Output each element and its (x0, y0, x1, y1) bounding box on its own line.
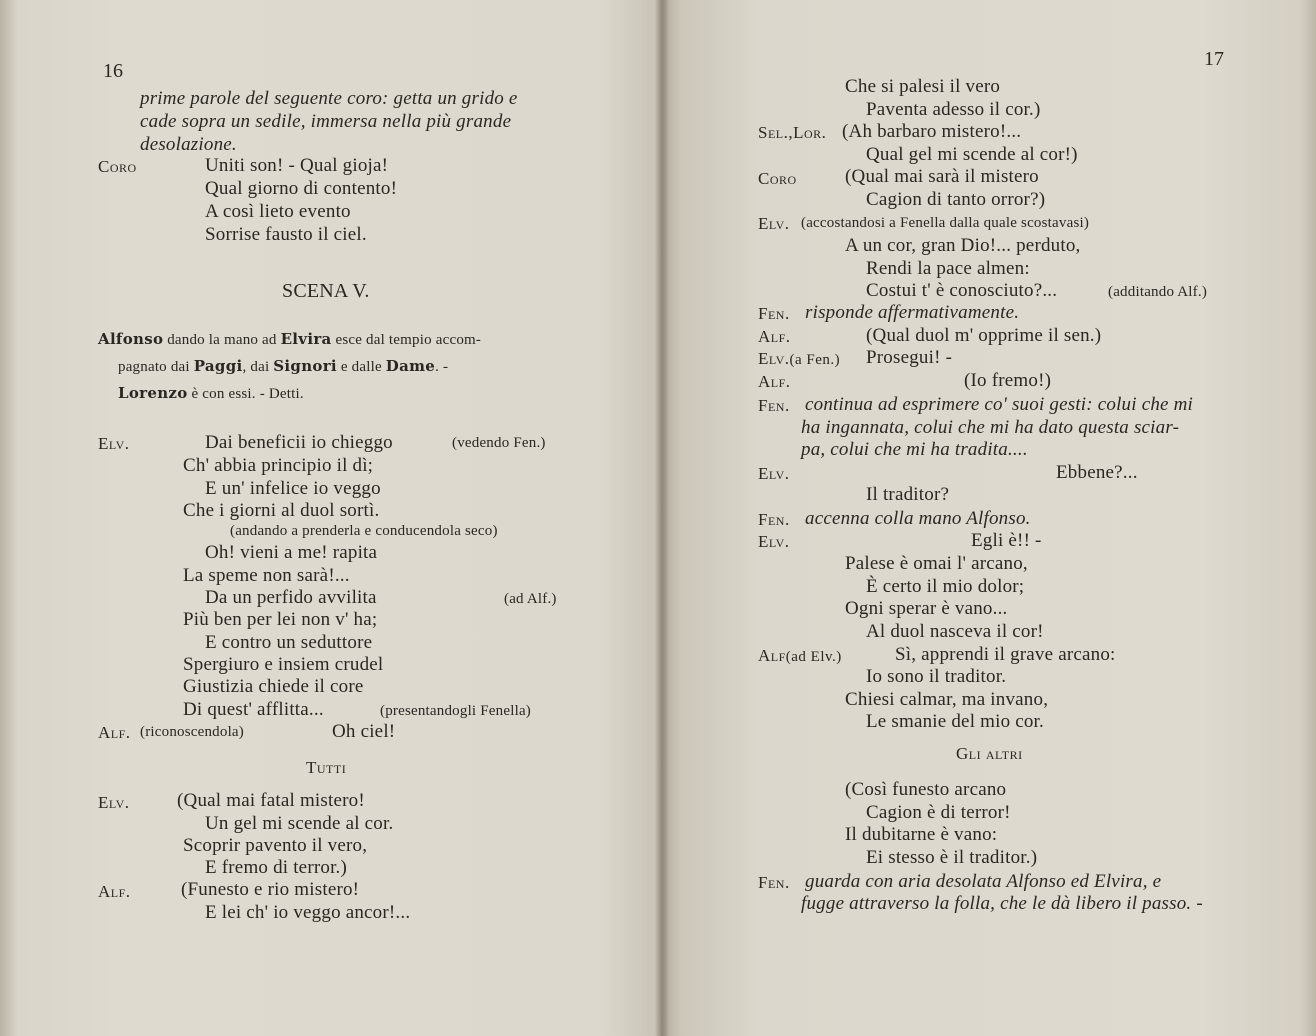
speaker-coro-r: Coro (758, 169, 797, 188)
coro-line-4: Sorrise fausto il ciel. (205, 224, 367, 245)
elv2-line-3: Scoprir pavento il vero, (183, 835, 368, 856)
intro-line-1: prime parole del seguente coro: getta un grido e (140, 88, 518, 109)
elv-line-1: Dai beneficii io chieggo (205, 432, 393, 453)
elv-r2-speaker-label: Elv. (758, 349, 790, 368)
alf3-line-3: Chiesi calmar, ma invano, (845, 689, 1049, 710)
elv-dir-3: (ad Alf.) (504, 591, 557, 607)
elv4-line-4: Al duol nasceva il cor! (866, 621, 1044, 642)
scene-desc-t6: . - (435, 359, 449, 375)
alf1-text: (Qual duol m' opprime il sen.) (866, 325, 1102, 346)
elv-r-dir-1: (accostandosi a Fenella dalla quale scostavasi) (801, 215, 1090, 231)
speaker-coro: Coro (98, 157, 137, 176)
elv-r2-dir: (a Fen.) (789, 352, 841, 368)
alf-r3-dir: (ad Elv.) (785, 649, 842, 665)
elv-line-8: Più ben per lei non v' ha; (183, 609, 378, 630)
scene-desc-t3: pagnato dai (118, 359, 194, 375)
open-line-2: Paventa adesso il cor.) (866, 99, 1041, 120)
fen4-line-1: guarda con aria desolata Alfonso ed Elvira, e (805, 871, 1162, 892)
elv-r-line-3: Costui t' è conosciuto?... (866, 280, 1058, 301)
open-line-1: Che si palesi il vero (845, 76, 1001, 97)
fen2-line-3: pa, colui che mi ha tradita.... (801, 439, 1028, 460)
elv-line-3: E un' infelice io veggo (205, 478, 381, 499)
gli-altri-heading: Gli altri (956, 744, 1023, 763)
sellor-line-2: Qual gel mi scende al cor!) (866, 144, 1078, 165)
speaker-elv-2: Elv. (98, 793, 130, 812)
elv4-text: Egli è!! - (971, 530, 1042, 551)
scene-desc-line-1 (98, 330, 481, 349)
scene-desc-lorenzo: Lorenzo (118, 384, 188, 402)
fen4-line-2: fugge attraverso la folla, che le dà libero il passo. - (801, 893, 1203, 914)
elv4-line-1: Palese è omai l' arcano, (845, 553, 1028, 574)
tutti-heading: Tutti (306, 758, 347, 777)
right-page (666, 0, 1316, 1036)
alf3-line-1: Sì, apprendi il grave arcano: (895, 644, 1116, 665)
speaker-alf-r1: Alf. (758, 327, 791, 346)
speaker-alf-2: Alf. (98, 882, 131, 901)
elv2-line-4: E fremo di terror.) (205, 857, 348, 878)
alf-r3-speaker-label: Alf (758, 646, 786, 665)
speaker-fen-4: Fen. (758, 873, 790, 892)
speaker-elv-r3: Elv. (758, 464, 790, 483)
scene-desc-t4: , dai (242, 359, 274, 375)
coro-r-line-2: Cagion di tanto orror?) (866, 189, 1046, 210)
elv2-line-1: (Qual mai fatal mistero! (177, 790, 365, 811)
intro-line-2: cade sopra un sedile, immersa nella più grande (140, 111, 512, 132)
alf2-line-2: E lei ch' io veggo ancor!... (205, 902, 411, 923)
scene-desc-elvira: Elvira (280, 330, 332, 348)
elv-line-12: Di quest' afflitta... (183, 699, 324, 720)
elv4-line-3: Ogni sperar è vano... (845, 598, 1008, 619)
speaker-alf-r2: Alf. (758, 372, 791, 391)
elv-line-11: Giustizia chiede il core (183, 676, 364, 697)
speaker-sel-lor: Sel.,Lor. (758, 123, 827, 142)
elv-line-5: Oh! vieni a me! rapita (205, 542, 378, 563)
coro-r-line-1: (Qual mai sarà il mistero (845, 166, 1039, 187)
speaker-fen-3: Fen. (758, 510, 790, 529)
elv-dir-4: (presentandogli Fenella) (380, 703, 531, 719)
alf3-line-4: Le smanie del mio cor. (866, 711, 1044, 732)
elv-dir-2: (andando a prenderla e conducendola seco) (230, 523, 498, 539)
speaker-alf-1: Alf. (98, 723, 131, 742)
sellor-line-1: (Ah barbaro mistero!... (842, 121, 1022, 142)
fen2-line-1: continua ad esprimere co' suoi gesti: colui che mi (805, 394, 1194, 415)
speaker-elv-1: Elv. (98, 434, 130, 453)
coro-line-1: Uniti son! - Qual gioja! (205, 155, 389, 176)
scene-desc-t5: e dalle (336, 359, 386, 375)
scene-title: SCENA V. (282, 280, 370, 302)
elv3-text: Ebbene?... (1056, 462, 1138, 483)
scene-desc-signori: Signori (273, 357, 337, 375)
altri-line-3: Il dubitarne è vano: (845, 824, 998, 845)
speaker-elv-r2 (758, 349, 840, 369)
fen1-text: risponde affermativamente. (805, 302, 1020, 323)
scene-desc-t1: dando la mano ad (163, 332, 281, 348)
fen2-line-2: ha ingannata, colui che mi ha dato questa sciar- (801, 417, 1180, 438)
scene-desc-line-2 (118, 357, 448, 376)
scene-desc-t7: è con essi. - Detti. (187, 386, 304, 402)
altri-line-1: (Così funesto arcano (845, 779, 1007, 800)
alf3-line-2: Io sono il traditor. (866, 666, 1007, 687)
elv-dir-1: (vedendo Fen.) (452, 435, 546, 451)
speaker-elv-r4: Elv. (758, 532, 790, 551)
elv3-text-2: Il traditor? (866, 484, 950, 505)
scene-desc-alfonso: Alfonso (98, 330, 164, 348)
elv-r-dir-2: (additando Alf.) (1108, 284, 1208, 300)
scene-desc-t2: esce dal tempio accom- (331, 332, 482, 348)
elv2-r-text: Prosegui! - (866, 347, 953, 368)
altri-line-2: Cagion è di terror! (866, 802, 1011, 823)
alf-dir-1: (riconoscendola) (140, 724, 244, 740)
coro-line-2: Qual giorno di contento! (205, 178, 398, 199)
speaker-elv-r1: Elv. (758, 214, 790, 233)
page-number-right: 17 (1204, 48, 1224, 70)
elv-r-line-1: A un cor, gran Dio!... perduto, (845, 235, 1081, 256)
elv-line-2: Ch' abbia principio il dì; (183, 455, 374, 476)
elv-line-9: E contro un seduttore (205, 632, 373, 653)
elv-r-line-2: Rendi la pace almen: (866, 258, 1030, 279)
elv-line-7: Da un perfido avvilita (205, 587, 377, 608)
elv4-line-2: È certo il mio dolor; (866, 576, 1025, 597)
scene-desc-paggi: Paggi (193, 357, 243, 375)
elv-line-4: Che i giorni al duol sortì. (183, 500, 380, 521)
page-number-left: 16 (103, 60, 123, 82)
scene-desc-dame: Dame (385, 357, 436, 375)
fen3-text: accenna colla mano Alfonso. (805, 508, 1031, 529)
alf2-line-1: (Funesto e rio mistero! (181, 879, 360, 900)
intro-line-3: desolazione. (140, 134, 237, 155)
alf-line-1: Oh ciel! (332, 721, 396, 742)
coro-line-3: A così lieto evento (205, 201, 351, 222)
elv-line-6: La speme non sarà!... (183, 565, 350, 586)
speaker-fen-2: Fen. (758, 396, 790, 415)
speaker-fen-1: Fen. (758, 304, 790, 323)
altri-line-4: Ei stesso è il traditor.) (866, 847, 1038, 868)
elv-line-10: Spergiuro e insiem crudel (183, 654, 384, 675)
elv2-line-2: Un gel mi scende al cor. (205, 813, 394, 834)
scene-desc-line-3 (118, 384, 304, 403)
speaker-alf-r3 (758, 646, 842, 666)
alf2-r-text: (Io fremo!) (964, 370, 1052, 391)
